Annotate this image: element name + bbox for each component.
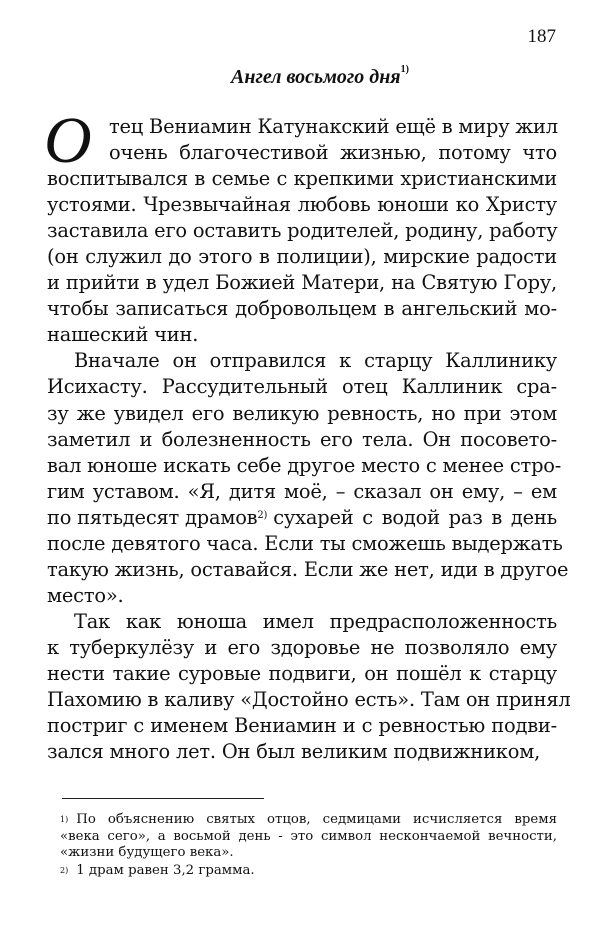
drop-cap: О: [44, 104, 92, 177]
text-line: воспитывался в семье с крепкими христианскими: [47, 167, 557, 191]
text-line: вал юноше искать себе другое место с менее стро-: [47, 453, 562, 477]
footnote: [60, 863, 557, 880]
text-line: к туберкулёзу и его здоровье не позволяло ему: [47, 635, 557, 659]
text-line: такую жизнь, оставайся. Если же нет, иди в другое: [47, 557, 569, 581]
text-line: (он служил до этого в полиции), мирские радости: [47, 245, 557, 269]
text-line: Так как юноша имел предрасположенность: [74, 609, 557, 633]
text-line: заставила его оставить родителей, родину, работу: [47, 219, 558, 243]
text-line: чтобы записаться добровольцем в ангельский мо-: [47, 297, 557, 321]
body-text: [44, 104, 571, 765]
text-line: и прийти в удел Божией Матери, на Святую Гору,: [47, 271, 557, 295]
footnote-text: По объяснению святых отцов, седмицами исчисляется время: [76, 812, 557, 827]
text-line: гим уставом. «Я, дитя моё, – сказал он ему, – ем: [47, 479, 557, 503]
footnote-line: «жизни будущего века».: [60, 845, 234, 860]
text-line: устоями. Чрезвычайная любовь юноши ко Христу: [47, 193, 557, 217]
footnote-line: [60, 812, 557, 829]
footnote-mark: 1): [60, 815, 69, 824]
page-number: 187: [527, 26, 556, 47]
text-line: Пахомию в каливу «Достойно есть». Там он принял: [47, 688, 571, 712]
text-line: постриг с именем Вениамин и с ревностью подви-: [47, 714, 557, 738]
text-segment: сухарей с водой раз в день: [273, 505, 557, 529]
text-line: [47, 505, 557, 531]
text-line: заметил и болезненность его тела. Он посовето-: [47, 427, 557, 451]
footnotes: [60, 812, 557, 879]
footnote: [60, 812, 557, 862]
text-line: место».: [47, 583, 124, 607]
text-line: Исихасту. Рассудительный отец Каллиник сра-: [47, 375, 557, 399]
footnote-ref-1: 1): [400, 64, 409, 75]
text-line: очень благочестивой жизнью, потому что: [109, 141, 557, 165]
paragraph: [47, 609, 571, 765]
text-line: нашеский чин.: [47, 323, 199, 347]
paragraph: [47, 114, 557, 348]
paragraph: [47, 348, 569, 608]
footnote-text: 1 драм равен 3,2 грамма.: [76, 862, 255, 878]
footnote-mark: 2): [60, 865, 69, 875]
chapter-title: [0, 66, 600, 89]
footnote-line: [60, 863, 557, 880]
text-line: тец Вениамин Катунакский ещё в миру жил: [109, 115, 558, 138]
chapter-title-text: Ангел восьмого дня: [231, 66, 401, 88]
footnote-divider: [62, 798, 264, 799]
text-line: зу же увидел его великую ревность, но при этом: [47, 401, 557, 425]
text-line: зался много лет. Он был великим подвижником,: [47, 740, 541, 764]
footnote-line: «века сего», а восьмой день - это символ нескончаемой вечности,: [60, 828, 557, 844]
text-line: Вначале он отправился к старцу Каллинику: [74, 349, 557, 373]
text-line: после девятого часа. Если ты сможешь выдержать: [47, 531, 563, 555]
text-line: нести такие суровые подвиги, он пошёл к старцу: [47, 661, 557, 685]
text-segment: по пятьдесят драмов: [47, 505, 258, 529]
footnote-ref-2: 2): [257, 509, 268, 521]
